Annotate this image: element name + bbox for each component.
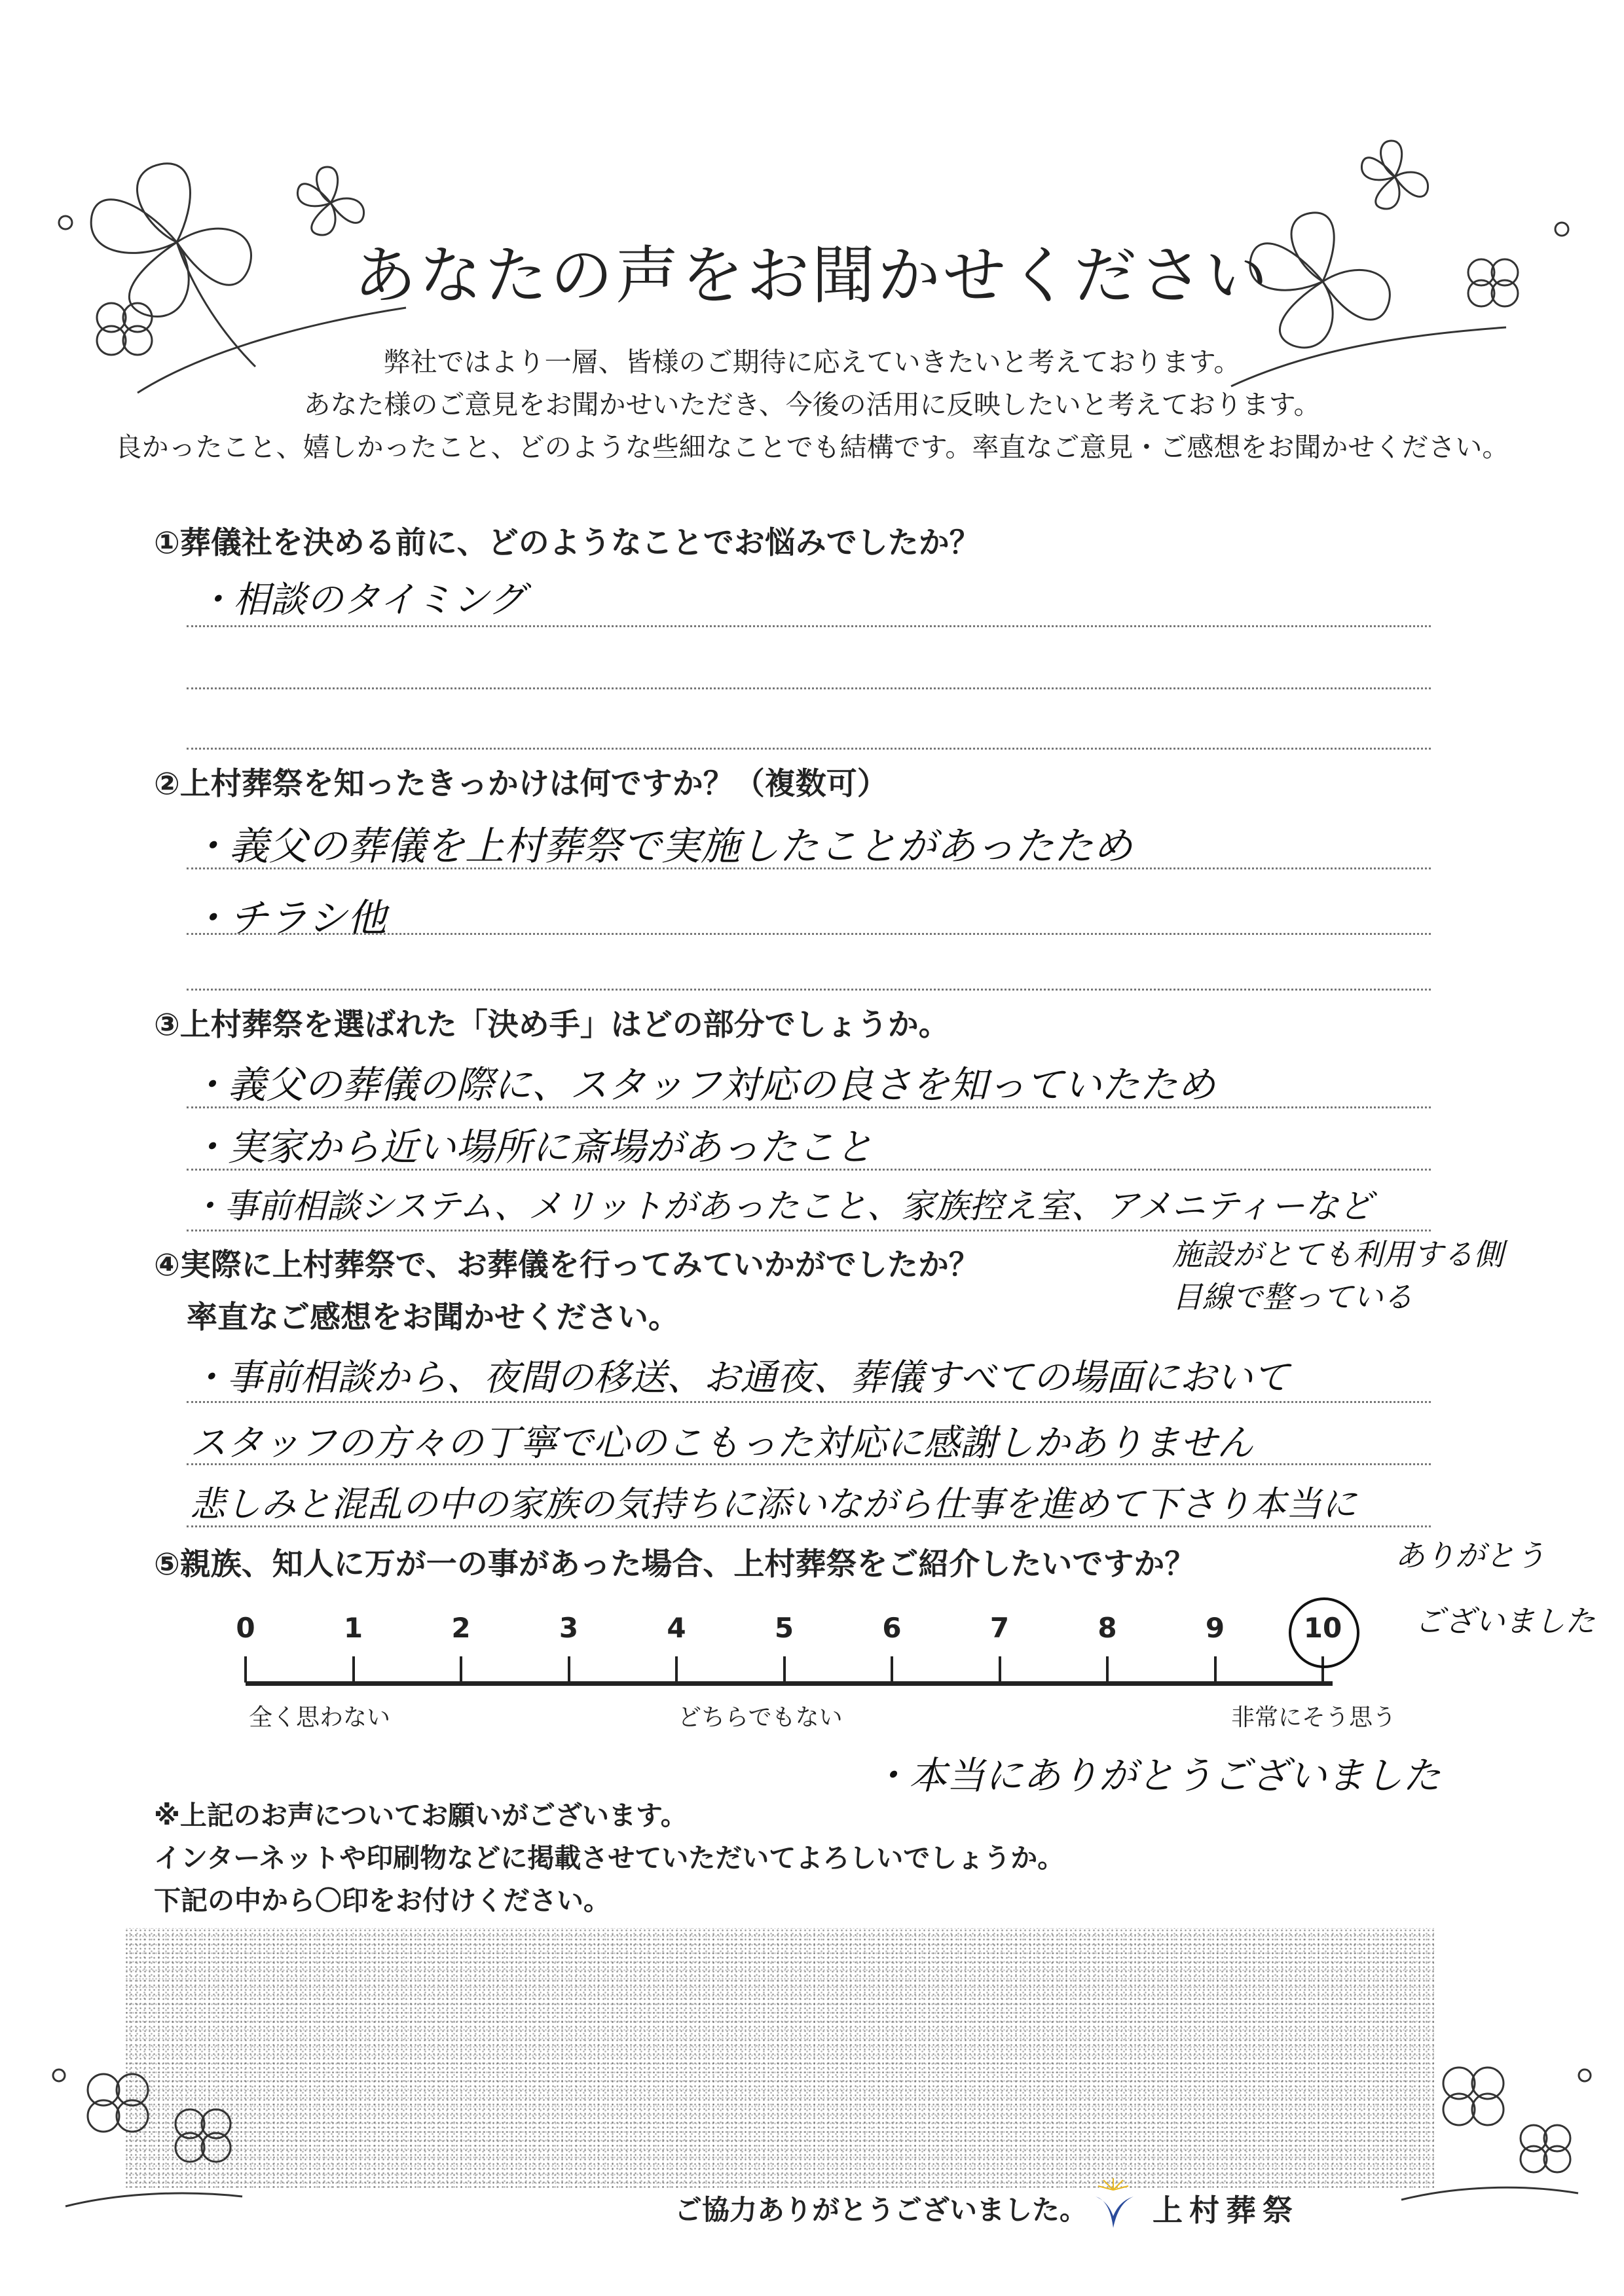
- scale-tick: [1214, 1656, 1217, 1683]
- intro-line-3: 良かったこと、嬉しかったこと、どのような些細なことでも結構です。率直なご意見・ご感想をお聞かせください。: [115, 431, 1509, 463]
- company-logo-icon: [1090, 2177, 1136, 2229]
- intro-line-2: あなた様のご意見をお聞かせいただき、今後の活用に反映したいと考えております。: [303, 389, 1321, 420]
- question-5-label: ⑤親族、知人に万が一の事があった場合、上村葬祭をご紹介したいですか？: [154, 1546, 1196, 1582]
- question-4-answer-2: スタッフの方々の丁寧で心のこもった対応に感謝しかありません: [190, 1422, 1253, 1465]
- question-3-answer-1: ・義父の葬儀の際に、スタッフ対応の良さを知っていたため: [190, 1063, 1216, 1107]
- answer-line: [187, 933, 1431, 935]
- answer-line: [187, 867, 1431, 869]
- answer-line: [187, 1525, 1431, 1527]
- answer-line: [187, 1401, 1431, 1403]
- notice-line-3: 下記の中から〇印をお付けください。: [154, 1885, 610, 1916]
- question-4-answer-1: ・事前相談から、夜間の移送、お通夜、葬儀すべての場面において: [190, 1357, 1289, 1399]
- question-3-answer-2: ・実家から近い場所に斎場があったこと: [190, 1125, 874, 1169]
- question-5-side-note-1: ありがとう: [1395, 1538, 1545, 1573]
- scale-number-5: 5: [774, 1612, 794, 1644]
- answer-line: [187, 989, 1431, 991]
- scale-number-7: 7: [989, 1612, 1010, 1644]
- scale-tick: [999, 1656, 1001, 1683]
- scale-tick: [460, 1656, 462, 1683]
- question-2-answer-2: ・チラシ他: [190, 896, 386, 941]
- answer-line: [187, 748, 1431, 750]
- question-1-answer-1: ・相談のタイミング: [196, 579, 525, 621]
- scale-tick: [783, 1656, 786, 1683]
- scale-number-9: 9: [1205, 1612, 1225, 1644]
- scale-number-4: 4: [667, 1612, 686, 1644]
- rating-scale-line: [246, 1681, 1333, 1686]
- scale-tick: [675, 1656, 678, 1683]
- scale-number-1: 1: [343, 1612, 363, 1644]
- scale-tick: [352, 1656, 355, 1683]
- company-name: 上村葬祭: [1153, 2193, 1299, 2228]
- question-4-label-line-1: ④実際に上村葬祭で、お葬儀を行ってみていかがでしたか？: [154, 1247, 980, 1283]
- question-5-side-note-2: ございました: [1414, 1603, 1595, 1639]
- question-2-label: ②上村葬祭を知ったきっかけは何ですか？（複数可）: [154, 766, 888, 802]
- selected-rating-circle: [1289, 1597, 1359, 1668]
- question-1-label: ①葬儀社を決める前に、どのようなことでお悩みでしたか？: [154, 525, 980, 561]
- scale-number-10: 10: [1303, 1612, 1342, 1644]
- scale-label-right: 非常にそう思う: [1231, 1704, 1397, 1731]
- question-3-label: ③上村葬祭を選ばれた「決め手」はどの部分でしょうか。: [154, 1007, 950, 1043]
- scale-tick: [1106, 1656, 1109, 1683]
- scale-label-middle: どちらでもない: [678, 1704, 843, 1731]
- question-2-answer-1: ・義父の葬儀を上村葬祭で実施したことがあったため: [190, 824, 1133, 869]
- question-4-side-note-2: 目線で整っている: [1172, 1279, 1413, 1315]
- answer-line: [187, 1106, 1431, 1108]
- page-title: あなたの声をお聞かせください: [354, 239, 1270, 312]
- scale-number-3: 3: [559, 1612, 579, 1644]
- scale-tick: [244, 1656, 247, 1683]
- scale-number-8: 8: [1098, 1612, 1117, 1644]
- notice-line-2: インターネットや印刷物などに掲載させていただいてよろしいでしょうか。: [154, 1842, 1065, 1874]
- redacted-area: [124, 1928, 1434, 2190]
- scale-number-0: 0: [236, 1612, 255, 1644]
- question-4-answer-3: 悲しみと混乱の中の家族の気持ちに添いながら仕事を進めて下さり本当に: [190, 1484, 1357, 1525]
- scale-number-2: 2: [451, 1612, 471, 1644]
- intro-line-1: 弊社ではより一層、皆様のご期待に応えていきたいと考えております。: [383, 346, 1241, 378]
- question-4-side-note-1: 施設がとても利用する側: [1172, 1237, 1504, 1272]
- answer-line: [187, 1463, 1431, 1465]
- footer-thanks: ご協力ありがとうございました。: [674, 2194, 1088, 2226]
- question-4-label-line-2: 率直なご感想をお聞かせください。: [187, 1300, 679, 1336]
- answer-line: [187, 1169, 1431, 1171]
- scale-tick: [568, 1656, 570, 1683]
- question-3-answer-3: ・事前相談システム、メリットがあったこと、家族控え室、アメニティーなど: [190, 1187, 1373, 1226]
- scale-number-6: 6: [882, 1612, 902, 1644]
- answer-line: [187, 625, 1431, 627]
- answer-line: [187, 687, 1431, 689]
- scale-label-left: 全く思わない: [249, 1704, 391, 1731]
- question-5-answer: ・本当にありがとうございました: [871, 1753, 1441, 1798]
- scale-tick: [891, 1656, 893, 1683]
- notice-line-1: ※上記のお声についてお願いがございます。: [154, 1800, 688, 1831]
